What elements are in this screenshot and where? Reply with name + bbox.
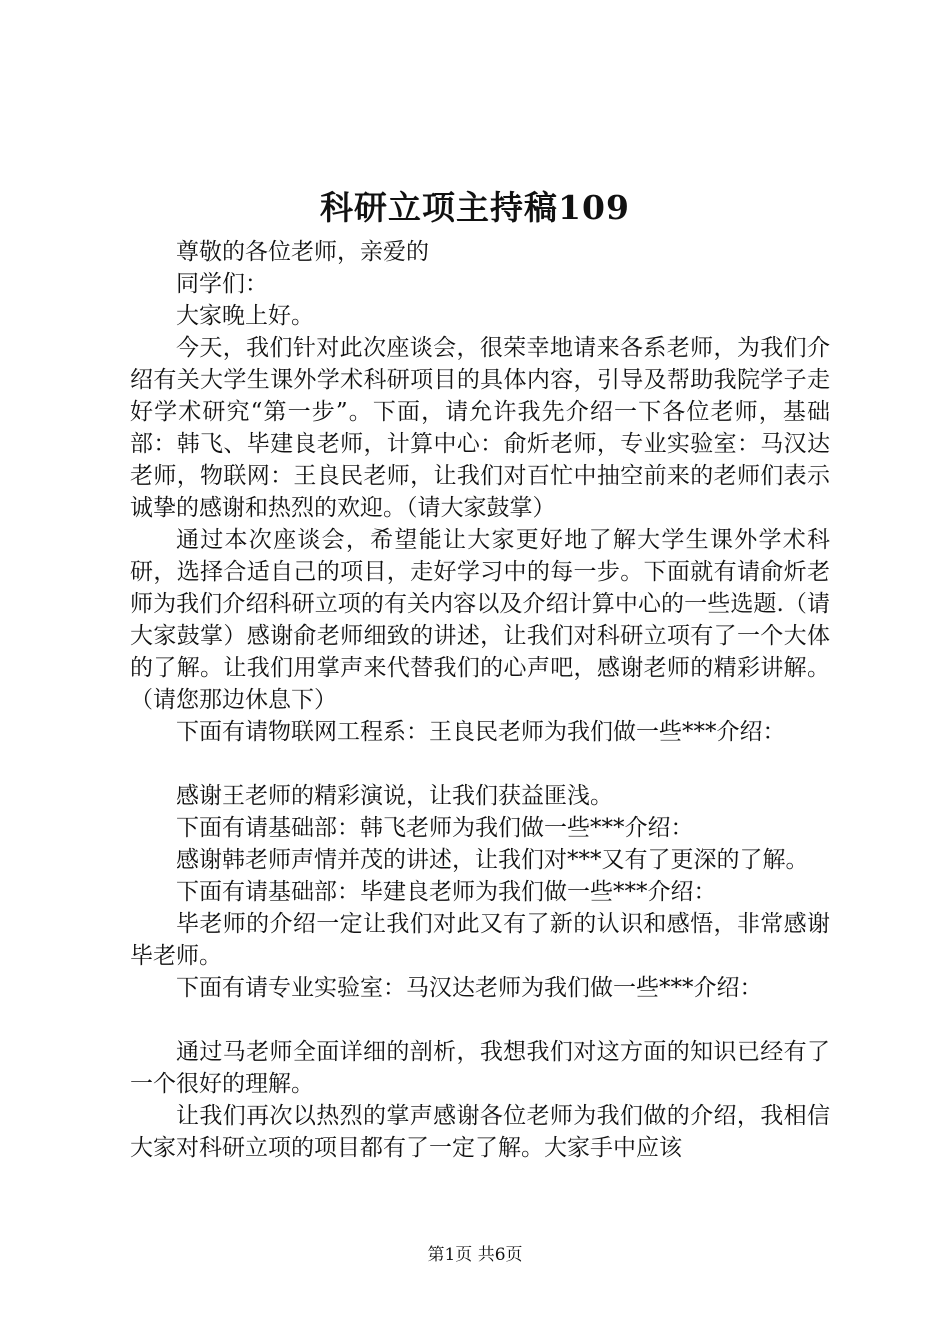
paragraph-thanks-han: 感谢韩老师声情并茂的讲述，让我们对***又有了更深的了解。 bbox=[176, 847, 809, 873]
paragraph-invite-bi: 下面有请基础部：毕建良老师为我们做一些***介绍： bbox=[176, 879, 717, 905]
paragraph-thanks-ma: 通过马老师全面详细的剖析，我想我们对这方面的知识已经有了一个很好的理解。 bbox=[130, 1039, 830, 1097]
paragraph-closing: 让我们再次以热烈的掌声感谢各位老师为我们做的介绍，我相信大家对科研立项的项目都有了一定了解。大家手中应该 bbox=[130, 1103, 830, 1161]
paragraph-good-evening: 大家晚上好。 bbox=[176, 303, 314, 329]
paragraph-thanks-bi: 毕老师的介绍一定让我们对此又有了新的认识和感悟，非常感谢毕老师。 bbox=[130, 911, 830, 969]
paragraph-invite-ma: 下面有请专业实验室：马汉达老师为我们做一些***介绍： bbox=[176, 975, 763, 1001]
paragraph-thanks-wang: 感谢王老师的精彩演说，让我们获益匪浅。 bbox=[176, 783, 613, 809]
paragraph-intro: 今天，我们针对此次座谈会，很荣幸地请来各系老师，为我们介绍有关大学生课外学术科研项目的具体内容，引导及帮助我院学子走好学术研究“第一步”。下面，请允许我先介绍一下各位老师，基础部：韩飞、毕建良老师，计算中心：俞炘老师，专业实验室：马汉达老师，物联网：王良民老师，让我们对百忙中抽空前来的老师们表示诚挚的感谢和热烈的欢迎。（请大家鼓掌） bbox=[130, 335, 830, 521]
paragraph-greeting: 尊敬的各位老师，亲爱的 bbox=[176, 239, 429, 265]
paragraph-invite-han: 下面有请基础部：韩飞老师为我们做一些***介绍： bbox=[176, 815, 694, 841]
paragraph-invite-wang: 下面有请物联网工程系：王良民老师为我们做一些***介绍： bbox=[176, 719, 786, 745]
paragraph-purpose: 通过本次座谈会，希望能让大家更好地了解大学生课外学术科研，选择合适自己的项目，走好学习中的每一步。下面就有请俞炘老师为我们介绍科研立项的有关内容以及介绍计算中心的一些选题.（请大家鼓掌）感谢俞老师细致的讲述，让我们对科研立项有了一个大体的了解。让我们用掌声来代替我们的心声吧，感谢老师的精彩讲解。（请您那边休息下） bbox=[130, 527, 830, 713]
paragraph-greeting-cont: 同学们： bbox=[176, 271, 268, 297]
page-number-footer: 第1页 共6页 bbox=[427, 1245, 523, 1265]
document-title: 科研立项主持稿109 bbox=[320, 188, 630, 227]
document-body bbox=[130, 236, 830, 1164]
